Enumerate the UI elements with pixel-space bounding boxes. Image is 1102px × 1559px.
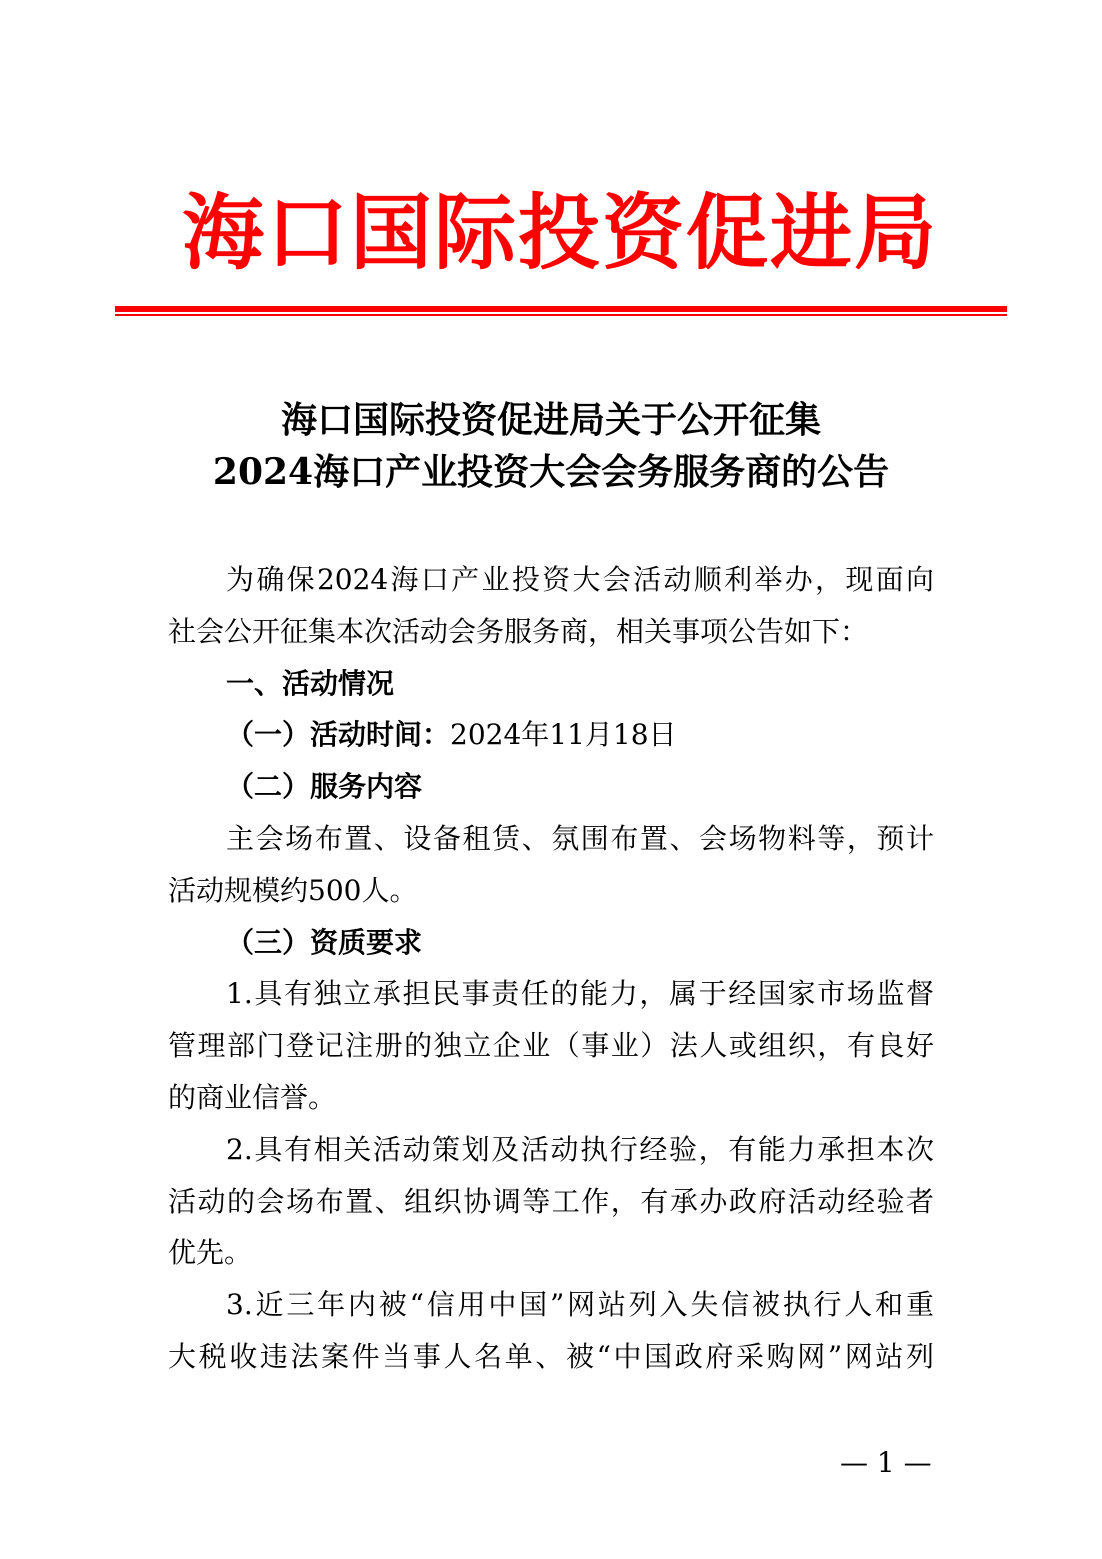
document-body [168, 554, 934, 1383]
paragraph-line: 1.具有独立承担民事责任的能力，属于经国家市场监督 [226, 977, 934, 1011]
item-activity-time [168, 709, 934, 761]
paragraph-line: 优先。 [168, 1236, 253, 1270]
subsection-heading: （二）服务内容 [226, 770, 423, 804]
document-title [100, 394, 1002, 498]
page-number: — 1 — [840, 1446, 932, 1479]
paragraph-line: 2.具有相关活动策划及活动执行经验，有能力承担本次 [226, 1132, 934, 1166]
paragraph-line: 社会公开征集本次活动会务服务商，相关事项公告如下： [168, 614, 869, 648]
paragraph-line: 活动的会场布置、组织协调等工作，有承办政府活动经验者 [168, 1184, 934, 1218]
paragraph-line: 的商业信誉。 [168, 1080, 337, 1114]
masthead-title: 海口国际投资促进局 [181, 185, 938, 281]
paragraph-line: 大税收违法案件当事人名单、被“中国政府采购网”网站列 [168, 1339, 934, 1373]
paragraph-line: 为确保2024海口产业投资大会活动顺利举办，现面向 [226, 563, 934, 596]
title-line: 海口国际投资促进局关于公开征集 [280, 399, 821, 441]
title-line: 2024海口产业投资大会会务服务商的公告 [212, 451, 890, 493]
red-divider-thick [115, 306, 1007, 312]
paragraph-line: 活动规模约500人。 [168, 873, 418, 907]
paragraph-line: 3.近三年内被“信用中国”网站列入失信被执行人和重 [226, 1288, 934, 1322]
item-label: （一）活动时间： [226, 718, 451, 752]
paragraph-line: 管理部门登记注册的独立企业（事业）法人或组织，有良好 [168, 1029, 934, 1063]
red-divider-thin [115, 314, 1007, 316]
subsection-heading: （三）资质要求 [226, 925, 423, 959]
section-heading: 一、活动情况 [226, 666, 395, 700]
paragraph-line: 主会场布置、设备租赁、氛围布置、会场物料等，预计 [226, 821, 934, 855]
item-value: 2024年11月18日 [450, 718, 677, 752]
